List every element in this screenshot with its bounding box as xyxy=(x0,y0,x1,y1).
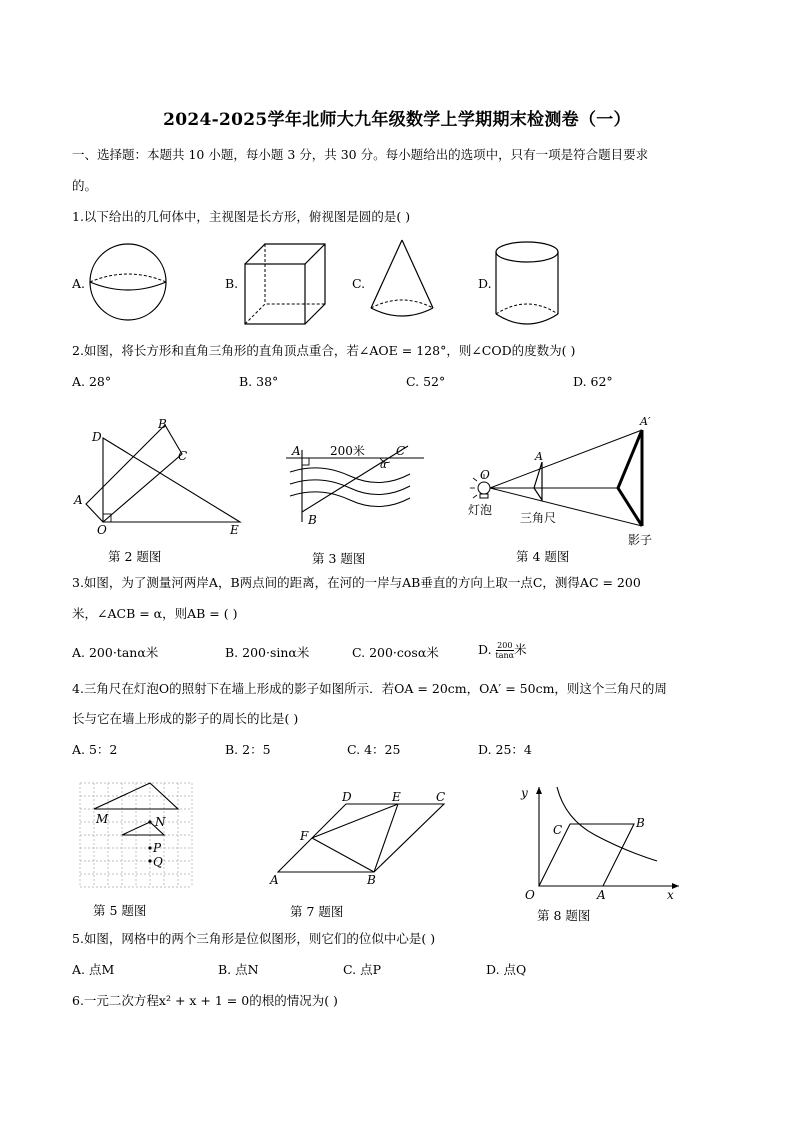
fig5-label-q: Q xyxy=(153,855,163,869)
fig2-label-c: C xyxy=(178,449,188,463)
fig2-label-a: A xyxy=(74,493,83,507)
q3-option-d-suffix: 米 xyxy=(514,642,527,657)
fig5-label-n: N xyxy=(155,815,166,829)
cube-icon xyxy=(243,242,328,327)
fig2-label-d: D xyxy=(92,430,102,444)
q3-option-a: A. 200·tanα米 xyxy=(72,645,159,660)
q4-option-c: C. 4：25 xyxy=(347,742,401,757)
fig4-label-a: A xyxy=(535,450,543,463)
q5-option-c: C. 点P xyxy=(343,962,381,977)
section-heading-line2: 的。 xyxy=(72,178,98,193)
cylinder-icon xyxy=(494,240,562,330)
q3-option-d-denominator: tanα xyxy=(495,651,515,660)
fig2-label-e: E xyxy=(230,523,239,537)
fig3-distance-label: 200米 xyxy=(330,444,365,458)
cone-icon xyxy=(368,238,438,328)
q1-option-d: D. xyxy=(478,276,492,291)
q5-option-b: B. 点N xyxy=(218,962,259,977)
fig3-label-a: A xyxy=(292,444,301,458)
q3-option-c: C. 200·cosα米 xyxy=(352,645,439,660)
q1-option-a: A. xyxy=(72,276,86,291)
q1-option-b: B. xyxy=(225,276,239,291)
fig7-label-a: A xyxy=(270,873,279,887)
fig4-label-ruler: 三角尺 xyxy=(520,511,557,525)
fig8-label-x: x xyxy=(667,888,674,902)
fig5-label-m: M xyxy=(96,812,109,826)
q2-stem: 2.如图，将长方形和直角三角形的直角顶点重合，若∠AOE = 128°，则∠COD的度数为( ) xyxy=(72,343,576,358)
q2-option-c: C. 52° xyxy=(406,374,446,389)
page-title: 2024-2025学年北师大九年级数学上学期期末检测卷（一） xyxy=(163,110,631,130)
figure-3 xyxy=(280,438,430,530)
fig7-label-b: B xyxy=(367,873,376,887)
fig4-caption: 第 4 题图 xyxy=(516,549,570,564)
q3-option-d xyxy=(478,641,527,660)
fig4-label-shadow: 影子 xyxy=(628,533,653,547)
q3-stem-line2: 米，∠ACB = α，则AB = ( ) xyxy=(72,606,238,621)
q5-stem: 5.如图，网格中的两个三角形是位似图形，则它们的位似中心是( ) xyxy=(72,931,436,946)
fig2-caption: 第 2 题图 xyxy=(108,549,162,564)
q2-option-d: D. 62° xyxy=(573,374,613,389)
fig8-caption: 第 8 题图 xyxy=(537,908,591,923)
sphere-icon xyxy=(88,242,170,324)
fig8-label-c: C xyxy=(553,823,563,837)
fig7-label-d: D xyxy=(342,790,352,804)
q4-stem-line1: 4.三角尺在灯泡O的照射下在墙上形成的影子如图所示．若OA = 20cm，OA′ = 50cm，则这个三角尺的周 xyxy=(72,681,667,696)
fig8-label-b: B xyxy=(636,816,645,830)
fig7-caption: 第 7 题图 xyxy=(290,904,344,919)
figure-8 xyxy=(515,783,685,901)
fig5-label-p: P xyxy=(153,841,162,855)
q3-option-d-prefix: D. xyxy=(478,642,492,657)
fig7-label-c: C xyxy=(436,790,446,804)
q4-stem-line2: 长与它在墙上形成的影子的周长的比是( ) xyxy=(72,711,299,726)
figure-5 xyxy=(80,783,192,887)
fig8-label-o: O xyxy=(525,888,535,902)
q4-option-a: A. 5：2 xyxy=(72,742,118,757)
q6-stem: 6.一元二次方程x² + x + 1 = 0的根的情况为( ) xyxy=(72,993,338,1008)
fig4-label-bulb: 灯泡 xyxy=(468,503,493,517)
q3-option-b: B. 200·sinα米 xyxy=(225,645,310,660)
fig4-label-o: O xyxy=(480,468,490,482)
fig3-caption: 第 3 题图 xyxy=(312,551,366,566)
q5-option-d: D. 点Q xyxy=(486,962,527,977)
fig8-label-y: y xyxy=(521,786,528,800)
fig2-label-o: O xyxy=(97,523,107,537)
q4-option-d: D. 25：4 xyxy=(478,742,532,757)
fig3-label-c: C xyxy=(396,444,406,458)
figure-7 xyxy=(266,788,454,888)
fig5-caption: 第 5 题图 xyxy=(93,903,147,918)
figure-4 xyxy=(462,414,662,554)
fig3-label-b: B xyxy=(308,513,317,527)
q1-stem: 1.以下给出的几何体中，主视图是长方形，俯视图是圆的是( ) xyxy=(72,209,411,224)
figure-2 xyxy=(70,414,250,539)
q3-option-d-numerator: 200 xyxy=(497,641,513,650)
fig2-label-b: B xyxy=(158,417,167,431)
fig7-label-f: F xyxy=(300,829,309,843)
fig4-label-a-prime: A′ xyxy=(640,415,651,428)
fig3-label-alpha: α xyxy=(380,460,387,471)
q4-option-b: B. 2：5 xyxy=(225,742,271,757)
q5-option-a: A. 点M xyxy=(72,962,115,977)
section-heading-line1: 一、选择题：本题共 10 小题，每小题 3 分，共 30 分。每小题给出的选项中，只有一项是符合题目要求 xyxy=(72,147,649,162)
q1-option-c: C. xyxy=(352,276,366,291)
q3-stem-line1: 3.如图，为了测量河两岸A，B两点间的距离，在河的一岸与AB垂直的方向上取一点C，测得AC = 200 xyxy=(72,575,641,590)
q2-option-b: B. 38° xyxy=(239,374,279,389)
fig7-label-e: E xyxy=(392,790,401,804)
fig8-label-a: A xyxy=(597,888,606,902)
q2-option-a: A. 28° xyxy=(72,374,112,389)
q3-option-d-fraction xyxy=(496,641,515,660)
